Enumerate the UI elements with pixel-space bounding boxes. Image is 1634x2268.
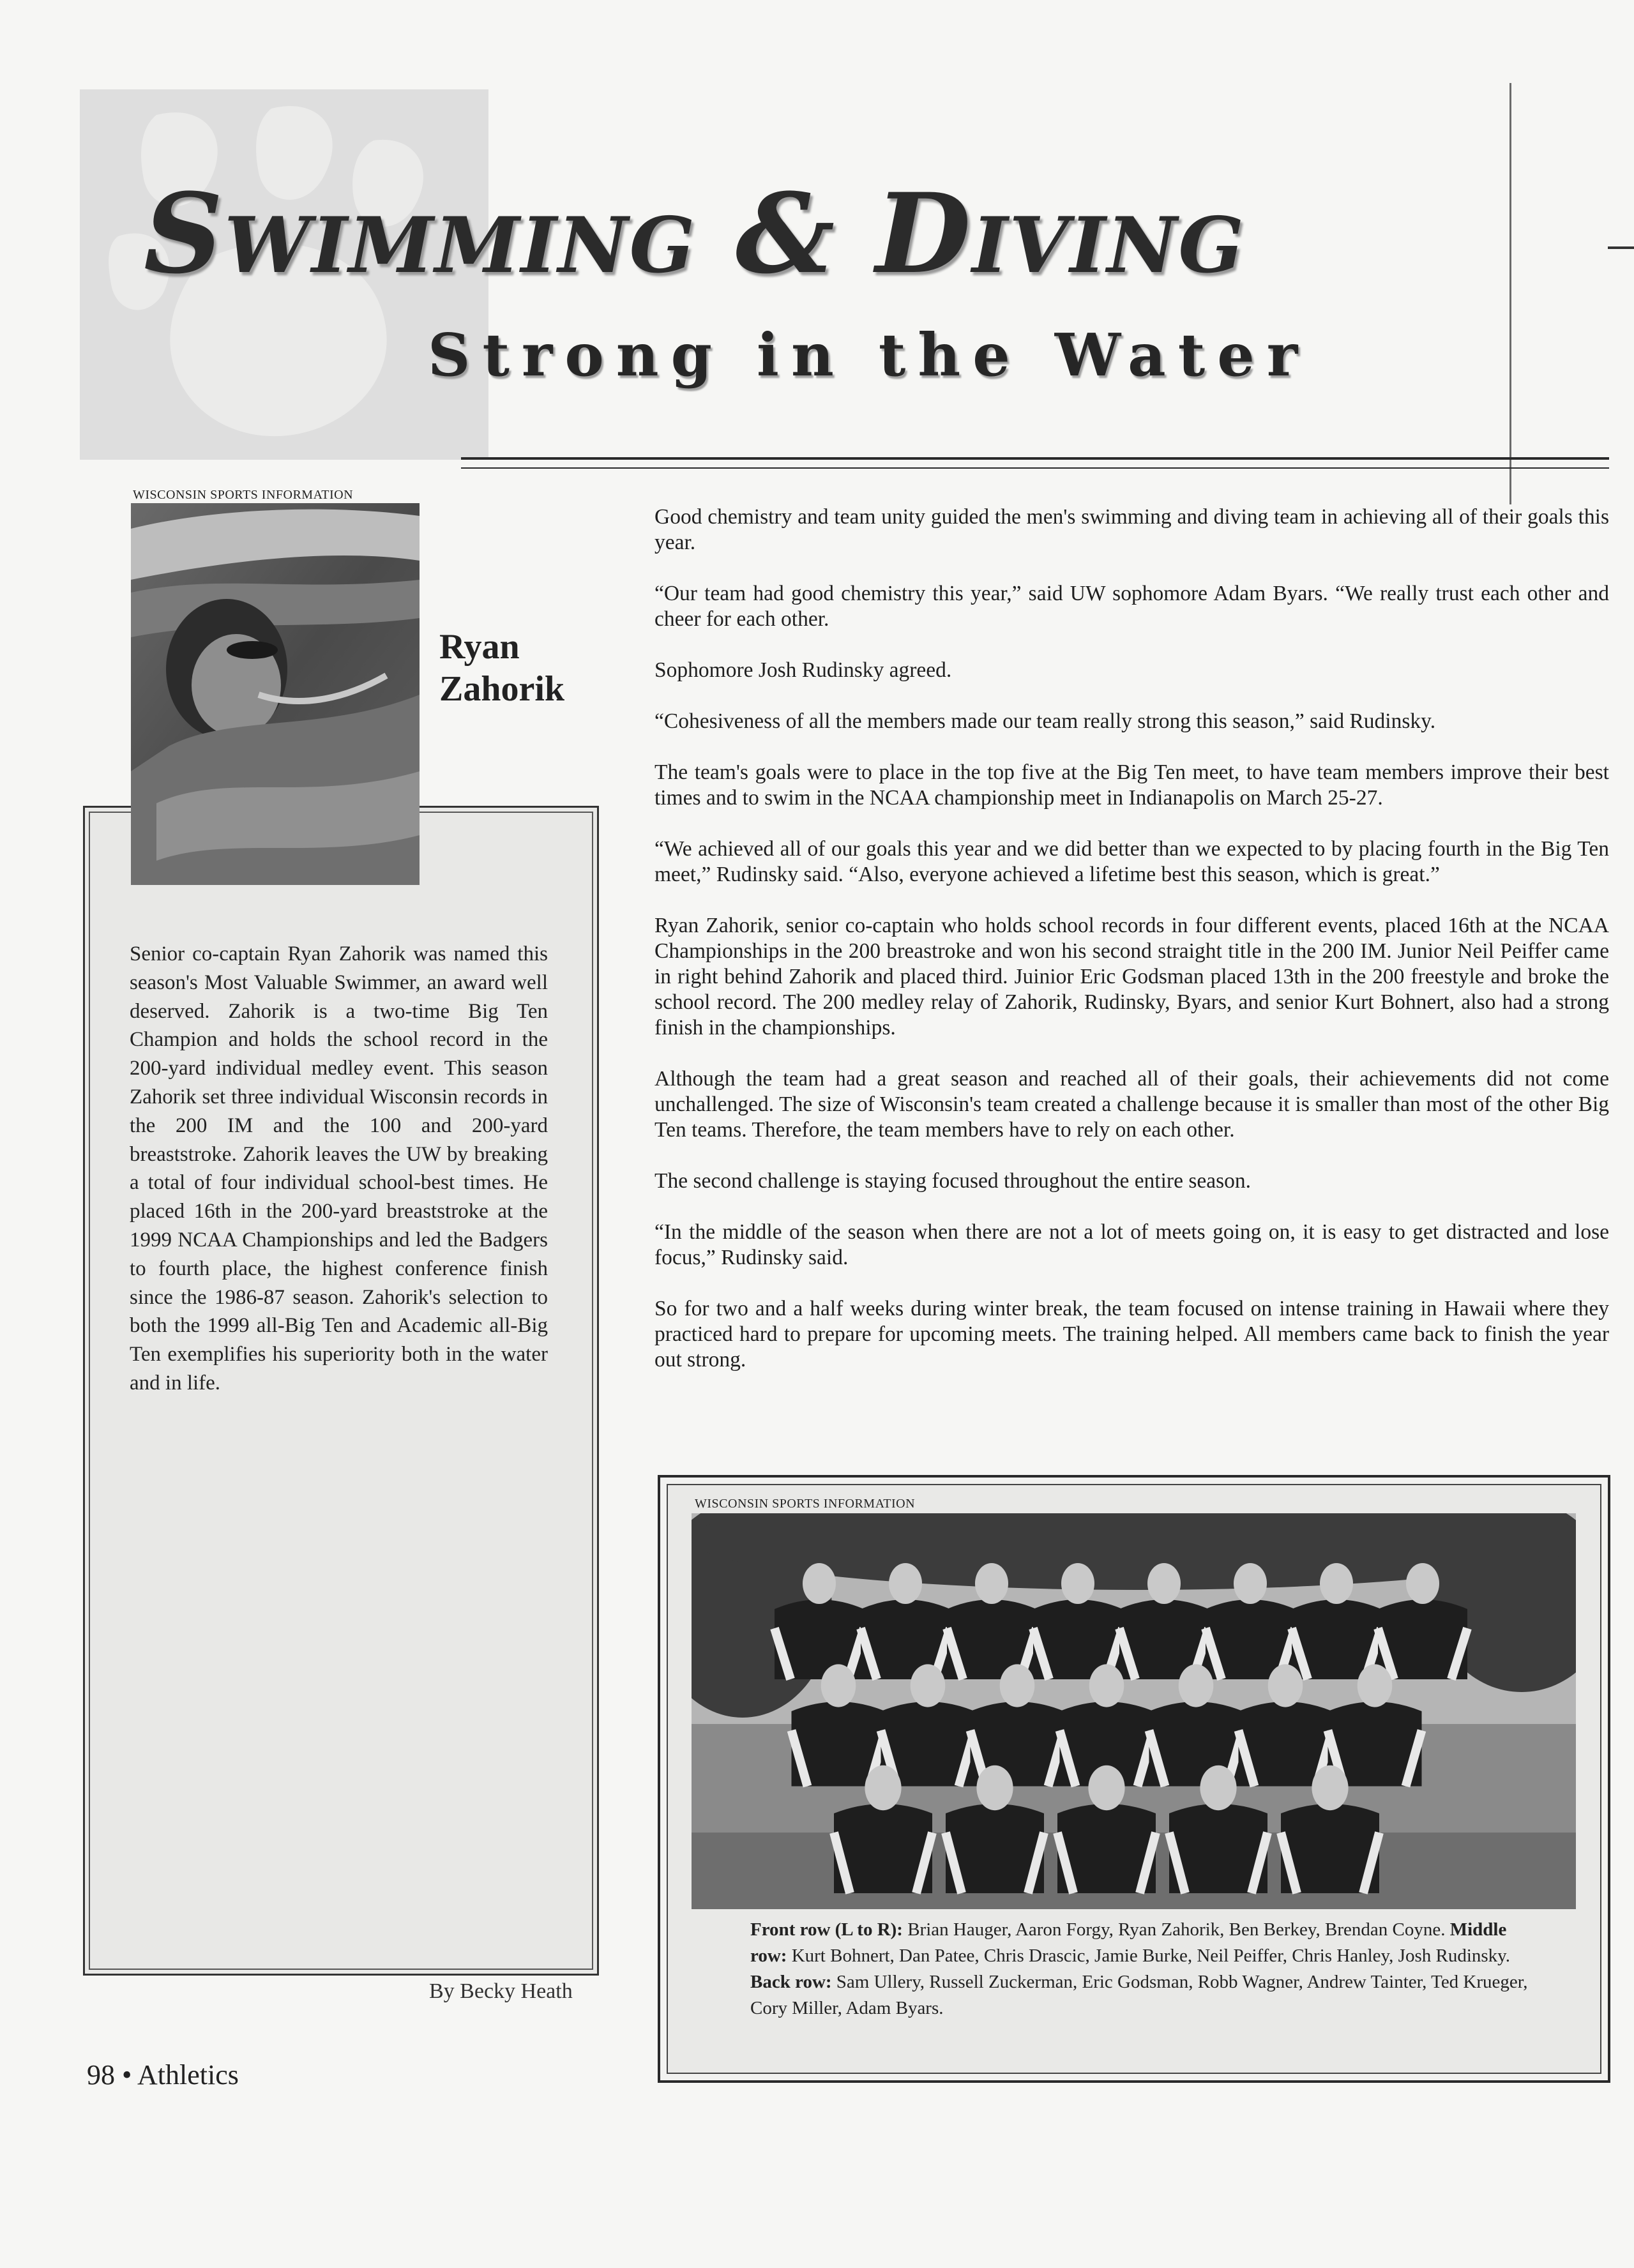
team-member-head — [1088, 1765, 1124, 1810]
page-number: 98 — [87, 2059, 115, 2090]
article-paragraph: “We achieved all of our goals this year and we did better than we expected to by placing fourth in the Big Ten meet,” Rudinsky said. “Also, everyone achieved a lifetime best this season, which is great.” — [654, 837, 1609, 886]
article-body — [654, 504, 1609, 1398]
caption-back-names: Sam Ullery, Russell Zuckerman, Eric Godsman, Robb Wagner, Andrew Tainter, Ted Krueger, Cory Miller, Adam Byars. — [750, 1972, 1528, 2018]
team-photo — [692, 1513, 1576, 1909]
team-member-head — [1179, 1664, 1214, 1707]
page-footer — [87, 2059, 239, 2091]
team-member-head — [1320, 1563, 1353, 1604]
team-member-head — [1268, 1664, 1303, 1707]
team-member-head — [803, 1563, 836, 1604]
team-member-head — [1234, 1563, 1267, 1604]
team-member-head — [1089, 1664, 1124, 1707]
article-paragraph: The second challenge is staying focused throughout the entire season. — [654, 1169, 1252, 1193]
team-member-head — [1061, 1563, 1094, 1604]
article-paragraph: Although the team had a great season and reached all of their goals, their achievements did not come unchallenged. The size of Wisconsin's team created a challenge because it is smaller than most of the other Big Ten teams. Therefore, the team members have to rely on each other. — [654, 1067, 1609, 1142]
caption-middle-label: Middle row: — [750, 1919, 1507, 1966]
article-paragraph: “Our team had good chemistry this year,” said UW sophomore Adam Byars. “We really trust each other and cheer for each other. — [654, 582, 1609, 631]
team-photo-credit: WISCONSIN SPORTS INFORMATION — [695, 1497, 916, 1511]
team-member-head — [1147, 1563, 1181, 1604]
caption-back-label: Back row: — [750, 1972, 832, 1992]
team-member-head — [976, 1765, 1013, 1810]
page-title: Swimming & Diving — [144, 169, 1245, 298]
team-member-head — [975, 1563, 1008, 1604]
photo-credit: WISCONSIN SPORTS INFORMATION — [133, 488, 354, 502]
team-member-head — [911, 1664, 946, 1707]
team-member-head — [821, 1664, 856, 1707]
team-member-head — [1358, 1664, 1393, 1707]
caption-front-names: Brian Hauger, Aaron Forgy, Ryan Zahorik, Ben Berkey, Brendan Coyne. — [907, 1919, 1446, 1940]
article-paragraph: “Cohesiveness of all the members made our team really strong this season,” said Rudinsky. — [654, 709, 1436, 733]
caption-middle-names: Kurt Bohnert, Dan Patee, Chris Drascic, Jamie Burke, Neil Peiffer, Chris Hanley, Josh Rudinsky. — [791, 1946, 1511, 1966]
article-paragraph: The team's goals were to place in the top five at the Big Ten meet, to have team members improve their best times and to swim in the NCAA championship meet in Indianapolis on March 25-27. — [654, 760, 1609, 810]
team-photo-caption — [750, 1917, 1542, 2022]
fold-line — [1509, 83, 1511, 504]
footer-bullet: • — [122, 2059, 132, 2090]
byline: By Becky Heath — [429, 1979, 573, 2003]
profile-last-name: Zahorik — [439, 669, 565, 709]
team-member-head — [1312, 1765, 1348, 1810]
article-paragraph: Good chemistry and team unity guided the men's swimming and diving team in achieving all of their goals this year. — [654, 505, 1609, 554]
profile-text: Senior co-captain Ryan Zahorik was named this season's Most Valuable Swimmer, an award well deserved. Zahorik is a two-time Big Ten Champion and holds the school record in the 200-yard individual medley event. This season Zahorik set three individual Wisconsin records in the 200 IM and the 100 and 200-yard breaststroke. Zahorik leaves the UW by breaking a total of four individual school-best times. He placed 16th in the 200-yard breaststroke at the 1999 NCAA Championships and led the Badgers to fourth place, the highest conference finish since the 1986-87 season. Zahorik's selection to both the 1999 all-Big Ten and Academic all-Big Ten exemplifies his superiority both in the water and in life. — [130, 942, 548, 1395]
team-members — [775, 1563, 1467, 1893]
fold-tick — [1608, 246, 1634, 249]
team-member-head — [1000, 1664, 1035, 1707]
caption-front-label: Front row (L to R): — [750, 1919, 903, 1940]
article-paragraph: Sophomore Josh Rudinsky agreed. — [654, 658, 952, 682]
article-paragraph: So for two and a half weeks during winter break, the team focused on intense training in Hawaii where they practiced hard to prepare for upcoming meets. The training helped. All members came back to finish the year out strong. — [654, 1297, 1609, 1372]
team-member-head — [865, 1765, 901, 1810]
team-member-head — [889, 1563, 922, 1604]
profile-first-name: Ryan — [439, 627, 520, 667]
article-paragraph: Ryan Zahorik, senior co-captain who holds school records in four different events, placed 16th at the NCAA Championships in the 200 breastroke and won his second straight title in the 200 IM. Junior Neil Peiffer came in right behind Zahorik and placed third. Juinior Eric Godsman placed 13th in the 200 freestyle and broke the school record. The 200 medley relay of Zahorik, Rudinsky, Byars, and senior Kurt Bohnert, also had a strong finish in the championships. — [654, 914, 1609, 1040]
profile-name — [439, 626, 599, 710]
article-paragraph: “In the middle of the season when there are not a lot of meets going on, it is easy to get distracted and lose focus,” Rudinsky said. — [654, 1220, 1609, 1269]
title-divider — [461, 457, 1609, 469]
swimmer-photo — [131, 503, 420, 885]
team-member-head — [1406, 1563, 1439, 1604]
section-name: Athletics — [137, 2059, 239, 2090]
team-member-head — [1200, 1765, 1236, 1810]
page-subtitle: Strong in the Water — [428, 321, 1310, 389]
